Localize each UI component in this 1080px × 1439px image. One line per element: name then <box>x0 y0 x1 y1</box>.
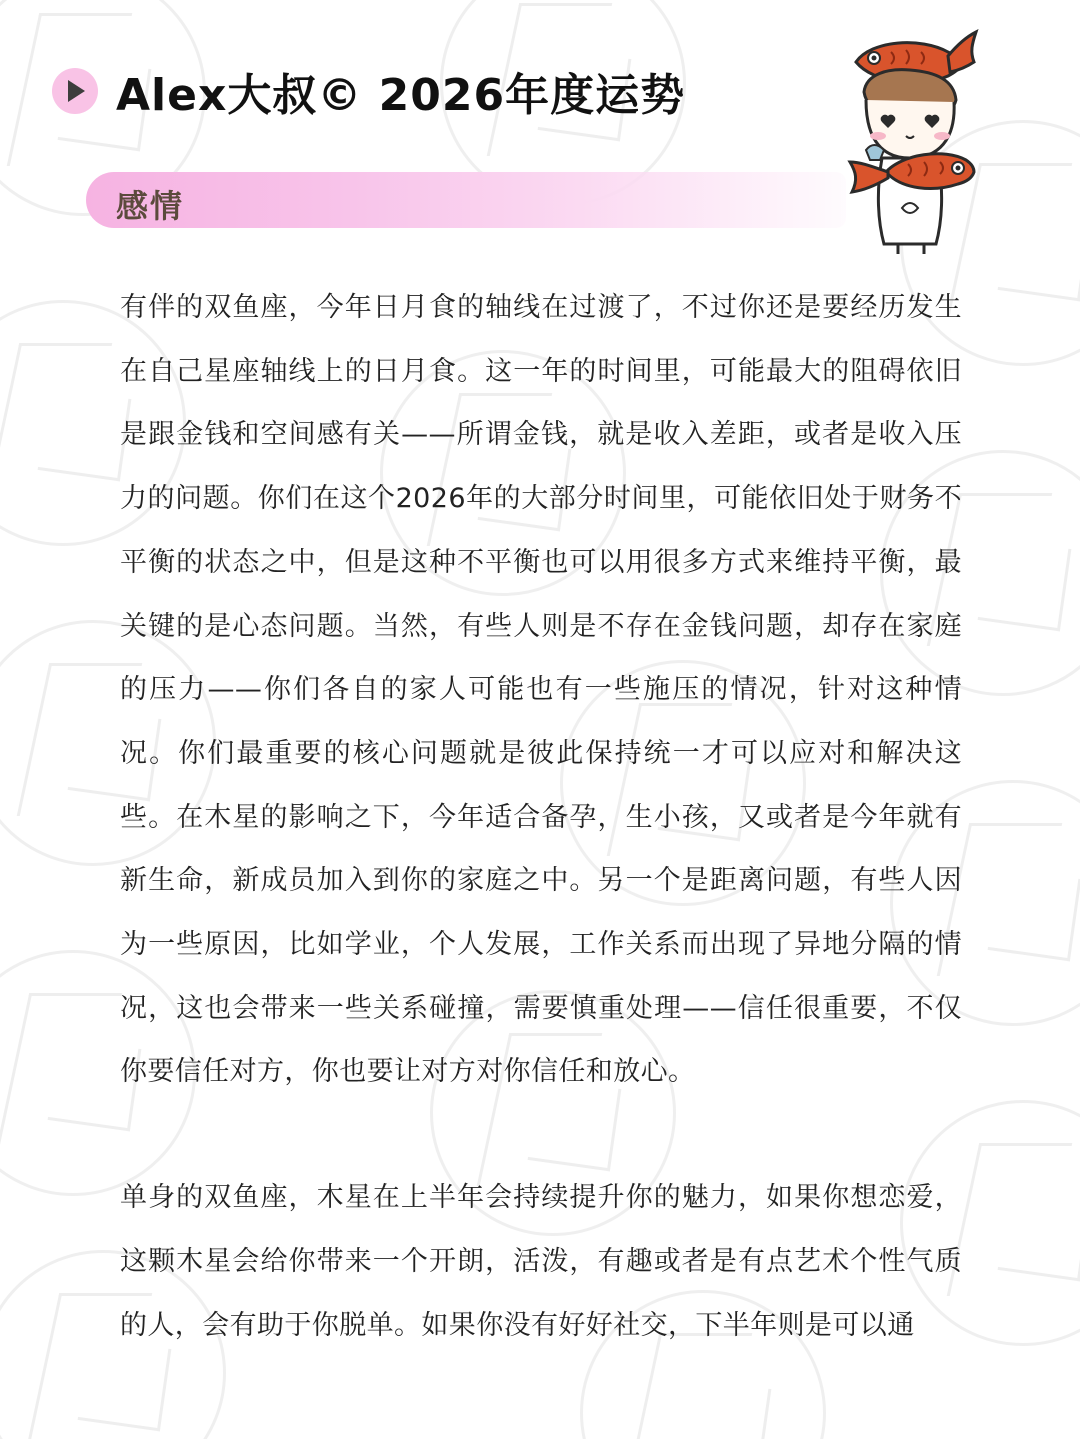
paragraph-couples: 有伴的双鱼座，今年日月食的轴线在过渡了，不过你还是要经历发生在自己星座轴线上的日月食。这一年的时间里，可能最大的阻碍依旧是跟金钱和空间感有关——所谓金钱，就是收入差距，或者是收入压力的问题。你们在这个2026年的大部分时间里，可能依旧处于财务不平衡的状态之中，但是这种不平衡也可以用很多方式来维持平衡，最关键的是心态问题。当然，有些人则是不存在金钱问题，却存在家庭的压力——你们各自的家人可能也有一些施压的情况，针对这种情况。你们最重要的核心问题就是彼此保持统一才可以应对和解决这些。在木星的影响之下，今年适合备孕，生小孩，又或者是今年就有新生命，新成员加入到你的家庭之中。另一个是距离问题，有些人因为一些原因，比如学业，个人发展，工作关系而出现了异地分隔的情况，这也会带来一些关系碰撞，需要慎重处理——信任很重要，不仅你要信任对方，你也要让对方对你信任和放心。 <box>120 292 962 1088</box>
paragraph-singles: 单身的双鱼座，木星在上半年会持续提升你的魅力，如果你想恋爱，这颗木星会给你带来一个开朗，活泼，有趣或者是有点艺术个性气质的人，会有助于你脱单。如果你没有好好社交，下半年则是可以通 <box>120 1182 962 1341</box>
section-title: 感情 <box>116 187 185 225</box>
pisces-mascot-icon <box>836 22 986 258</box>
play-icon <box>52 68 98 114</box>
article-body <box>120 276 962 1357</box>
fish-icon <box>850 154 974 192</box>
page-title: Alex大叔© 2026年度运势 <box>116 70 686 121</box>
page-header <box>52 60 685 122</box>
section-ribbon <box>86 172 846 228</box>
